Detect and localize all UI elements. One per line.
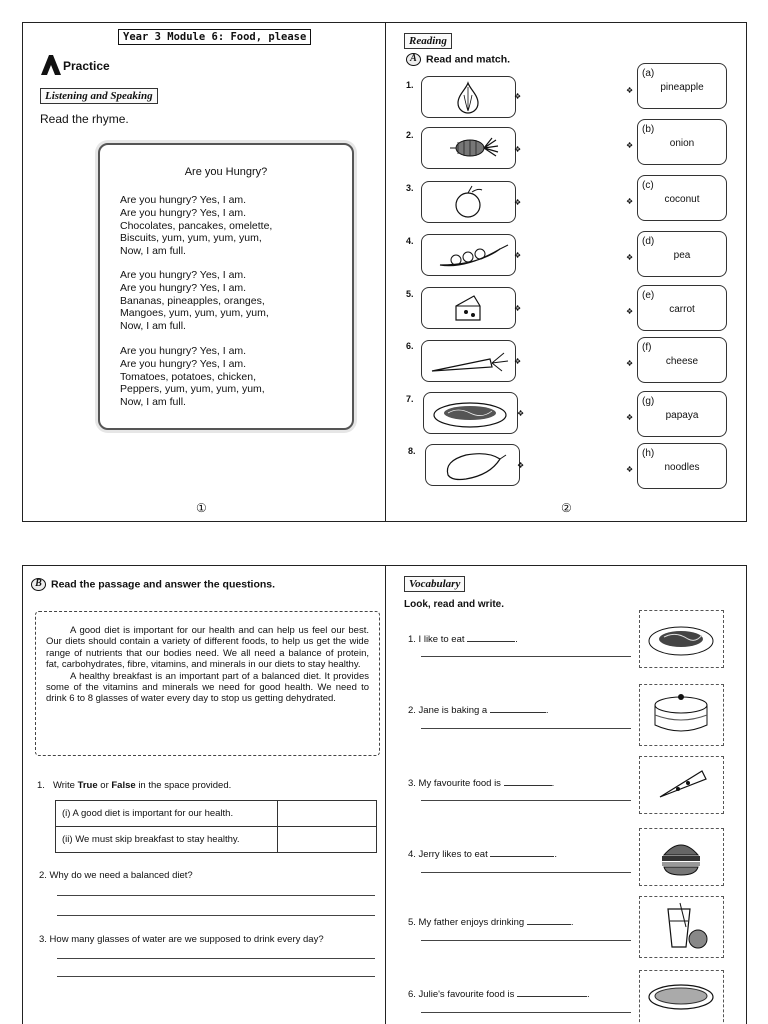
picture-box-3 xyxy=(421,181,516,223)
papaya-icon xyxy=(426,445,518,485)
stanza-3 xyxy=(120,345,265,409)
q1-suffix: in the space provided. xyxy=(138,780,232,791)
match-dot[interactable]: ❖ xyxy=(514,357,522,366)
blank[interactable] xyxy=(517,996,587,997)
item-number: 3. xyxy=(406,183,414,193)
answer-line[interactable] xyxy=(57,976,375,977)
picture-box-8 xyxy=(425,444,520,486)
apple-icon xyxy=(422,182,514,222)
passage-paragraph-1: A good diet is important for our health and can help us feel our best. Our diets should contain a variety of different foods, to help us get the wide range of nutrients that our bodies need. We all need a balance of protein, fat, carbohydrates, fibre, vitamins, and minerals in our diets to stay healthy. xyxy=(46,625,369,671)
poem-line: Are you hungry? Yes, I am. xyxy=(120,206,247,219)
vocabulary-instruction: Look, read and write. xyxy=(404,599,505,610)
vocab-item: 3. My favourite food is . xyxy=(408,778,555,789)
match-dot[interactable]: ❖ xyxy=(514,304,522,313)
passage-instruction: Read the passage and answer the questions. xyxy=(51,578,276,591)
poem-box xyxy=(98,143,354,430)
word-box-b xyxy=(637,119,727,165)
word-box-g xyxy=(637,391,727,437)
vocab-item: 6. Julie's favourite food is . xyxy=(408,989,590,1000)
word-label: coconut xyxy=(664,194,700,205)
statement-cell: (ii) We must skip breakfast to stay healthy. xyxy=(56,827,278,853)
module-title: Year 3 Module 6: Food, please xyxy=(118,29,311,45)
word-letter: (a) xyxy=(642,68,655,79)
blank[interactable] xyxy=(504,785,552,786)
item-number: 2. xyxy=(406,130,414,140)
passage-box xyxy=(35,611,380,756)
match-dot[interactable]: ❖ xyxy=(626,359,634,368)
picture-box-2 xyxy=(421,127,516,169)
stanza-2 xyxy=(120,269,269,333)
question-1 xyxy=(37,780,231,791)
word-label: pea xyxy=(673,250,691,261)
answer-line[interactable] xyxy=(421,656,631,657)
section-a-icon: A xyxy=(406,53,421,66)
word-letter: (h) xyxy=(642,448,655,459)
vocab-item: 2. Jane is baking a . xyxy=(408,705,549,716)
word-label: cheese xyxy=(665,356,699,367)
poem-line: Mangoes, yum, yum, yum, yum, xyxy=(120,307,269,320)
item-number: 8. xyxy=(408,446,416,456)
word-label: pineapple xyxy=(660,82,704,93)
poem-line: Peppers, yum, yum, yum, yum, xyxy=(120,383,265,396)
item-number: 4. xyxy=(406,236,414,246)
table-row xyxy=(56,827,377,853)
poem-line: Chocolates, pancakes, omelette, xyxy=(120,219,273,232)
vocab-item-text: 6. Julie's favourite food is xyxy=(408,989,515,1000)
onion-icon xyxy=(422,77,514,117)
item-number: 1. xyxy=(406,80,414,90)
vocab-item: 5. My father enjoys drinking . xyxy=(408,917,574,928)
page-number-2: ② xyxy=(561,501,572,515)
practice-badge xyxy=(39,53,63,82)
poem-line: Bananas, pineapples, oranges, xyxy=(120,294,265,307)
vocab-item: 4. Jerry likes to eat . xyxy=(408,849,558,860)
word-letter: (f) xyxy=(642,342,652,353)
vocabulary-tag: Vocabulary xyxy=(404,576,465,592)
word-box-a xyxy=(637,63,727,109)
true-false-table xyxy=(55,800,377,853)
item-number: 6. xyxy=(406,341,414,351)
table-row xyxy=(56,801,377,827)
word-label: noodles xyxy=(664,462,700,473)
worksheet-top-spread xyxy=(22,22,747,522)
poem-line: Are you hungry? Yes, I am. xyxy=(120,345,247,357)
answer-line[interactable] xyxy=(421,800,631,801)
match-dot[interactable]: ❖ xyxy=(517,409,525,418)
practice-a-icon xyxy=(39,53,63,77)
vocab-picture-4 xyxy=(639,828,724,886)
rhyme-instruction: Read the rhyme. xyxy=(40,112,129,126)
vocab-picture-6 xyxy=(639,970,724,1024)
noodles-icon xyxy=(424,393,516,433)
poem-line: Biscuits, yum, yum, yum, yum, xyxy=(120,232,262,245)
poem-line: Now, I am full. xyxy=(120,396,186,409)
item-number: 7. xyxy=(406,394,414,404)
answer-cell[interactable] xyxy=(278,827,377,853)
word-letter: (g) xyxy=(642,396,655,407)
poem-line: Tomatoes, potatoes, chicken, xyxy=(120,370,256,383)
passage-heading xyxy=(31,578,275,591)
match-dot[interactable]: ❖ xyxy=(626,307,634,316)
listening-speaking-tag: Listening and Speaking xyxy=(40,88,158,104)
vocab-picture-1 xyxy=(639,610,724,668)
picture-box-7 xyxy=(423,392,518,434)
poem-line: Are you hungry? Yes, I am. xyxy=(120,269,247,281)
word-box-h xyxy=(637,443,727,489)
match-dot[interactable]: ❖ xyxy=(514,145,522,154)
vocab-picture-2 xyxy=(639,684,724,746)
word-letter: (c) xyxy=(642,180,654,191)
match-dot[interactable]: ❖ xyxy=(517,461,525,470)
section-b-icon: B xyxy=(31,578,46,591)
word-letter: (e) xyxy=(642,290,655,301)
page-divider xyxy=(385,23,386,521)
worksheet-bottom-spread xyxy=(22,565,747,1024)
match-dot[interactable]: ❖ xyxy=(514,92,522,101)
question-1-number: 1. xyxy=(37,780,45,791)
q1-false: False xyxy=(111,780,136,791)
match-dot[interactable]: ❖ xyxy=(514,198,522,207)
vocab-item: 1. I like to eat . xyxy=(408,634,518,645)
vocab-item-text: 4. Jerry likes to eat xyxy=(408,849,488,860)
statement-cell: (i) A good diet is important for our health. xyxy=(56,801,278,827)
match-dot[interactable]: ❖ xyxy=(626,86,634,95)
poem-line: Are you hungry? Yes, I am. xyxy=(120,357,247,370)
word-letter: (b) xyxy=(642,124,655,135)
passage-paragraph-2: A healthy breakfast is an important part of a balanced diet. It provides some of the vitamins and minerals we need for good health. We need to drink 6 to 8 glasses of water every day to stop us getting dehydrated. xyxy=(46,670,369,705)
word-letter: (d) xyxy=(642,236,655,247)
poem-line: Now, I am full. xyxy=(120,245,186,258)
vocab-item-text: 3. My favourite food is xyxy=(408,778,501,789)
question-3: 3. How many glasses of water are we supposed to drink every day? xyxy=(39,934,324,945)
answer-line[interactable] xyxy=(421,728,631,729)
practice-label: Practice xyxy=(63,59,110,73)
noodles-plate-icon xyxy=(640,611,722,666)
answer-line[interactable] xyxy=(421,872,631,873)
vocab-item-text: 2. Jane is baking a xyxy=(408,705,488,716)
q1-true: True xyxy=(77,780,98,791)
question-2: 2. Why do we need a balanced diet? xyxy=(39,870,193,881)
match-dot[interactable]: ❖ xyxy=(626,413,634,422)
match-dot[interactable]: ❖ xyxy=(626,253,634,262)
word-box-c xyxy=(637,175,727,221)
blank[interactable] xyxy=(527,924,571,925)
word-box-e xyxy=(637,285,727,331)
cheese-icon xyxy=(422,288,514,328)
word-label: onion xyxy=(669,138,695,149)
juice-glass-icon xyxy=(640,897,722,955)
blank[interactable] xyxy=(490,856,554,857)
page-divider xyxy=(385,566,386,1024)
answer-line[interactable] xyxy=(421,940,631,941)
poem-line: Are you hungry? Yes, I am. xyxy=(120,194,247,206)
word-box-d xyxy=(637,231,727,277)
q1-text: Write xyxy=(52,780,75,791)
match-dot[interactable]: ❖ xyxy=(626,465,634,474)
poem-line: Are you hungry? Yes, I am. xyxy=(120,281,247,294)
pizza-slice-icon xyxy=(640,757,722,812)
picture-box-6 xyxy=(421,340,516,382)
reading-tag: Reading xyxy=(404,33,452,49)
q1-or: or xyxy=(100,780,109,791)
vocab-item-text: 5. My father enjoys drinking xyxy=(408,917,525,928)
carrot-icon xyxy=(422,341,514,381)
match-dot[interactable]: ❖ xyxy=(626,141,634,150)
match-dot[interactable]: ❖ xyxy=(626,197,634,206)
picture-box-1 xyxy=(421,76,516,118)
answer-cell[interactable] xyxy=(278,801,377,827)
read-match-heading xyxy=(406,53,510,66)
answer-line[interactable] xyxy=(57,895,375,896)
item-number: 5. xyxy=(406,289,414,299)
poem-title: Are you Hungry? xyxy=(184,166,268,178)
answer-line[interactable] xyxy=(57,915,375,916)
blank[interactable] xyxy=(490,712,546,713)
pea-pod-icon xyxy=(422,235,514,275)
burger-icon xyxy=(640,829,722,884)
word-box-f xyxy=(637,337,727,383)
answer-line[interactable] xyxy=(421,1012,631,1013)
page-number-1: ① xyxy=(196,501,207,515)
picture-box-5 xyxy=(421,287,516,329)
blank[interactable] xyxy=(467,641,515,642)
word-label: carrot xyxy=(669,304,695,315)
match-dot[interactable]: ❖ xyxy=(514,251,522,260)
word-label: papaya xyxy=(665,410,699,421)
pineapple-icon xyxy=(422,128,514,168)
read-match-instruction: Read and match. xyxy=(426,53,511,66)
cake-icon xyxy=(640,685,722,743)
stanza-1 xyxy=(120,194,272,258)
pancake-icon xyxy=(640,971,722,1024)
vocab-item-text: 1. I like to eat xyxy=(408,634,465,645)
vocab-picture-5 xyxy=(639,896,724,958)
poem-line: Now, I am full. xyxy=(120,320,186,333)
answer-line[interactable] xyxy=(57,958,375,959)
picture-box-4 xyxy=(421,234,516,276)
vocab-picture-3 xyxy=(639,756,724,814)
